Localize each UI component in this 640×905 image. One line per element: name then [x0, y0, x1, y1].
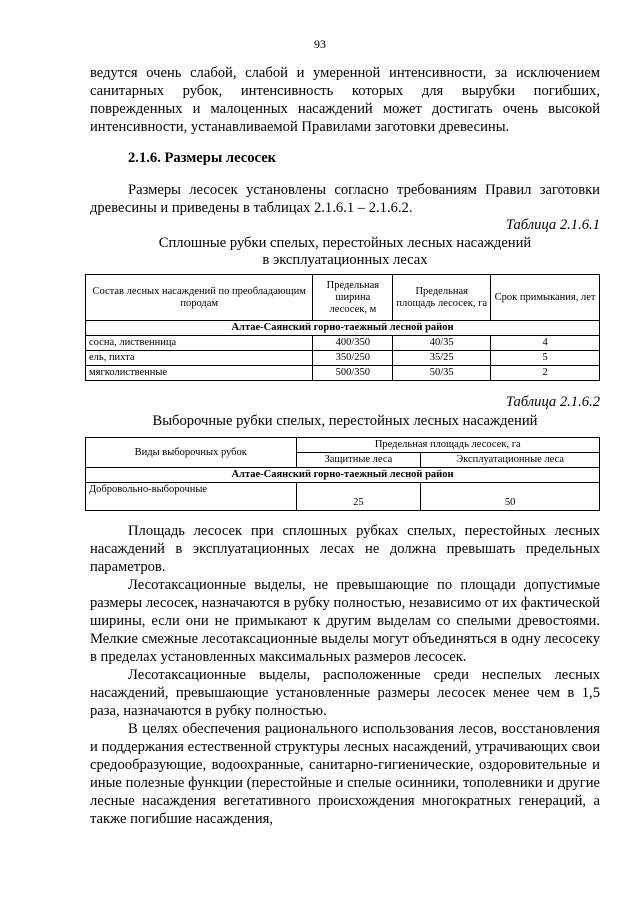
table1-title-line2: в эксплуатационных лесах — [262, 252, 428, 268]
table-row — [86, 336, 600, 351]
paragraph-sizes-intro: Размеры лесосек установлены согласно требованиям Правил заготовки древесины и приведены в таблицах 2.1.6.1 – 2.1.6.2. — [90, 182, 600, 216]
table2-caption: Таблица 2.1.6.2 — [505, 394, 600, 410]
table1-cell: 5 — [491, 351, 600, 366]
table1-cell: 500/350 — [313, 366, 393, 381]
table2-region-row — [86, 468, 600, 483]
table1-header-term: Срок примыкания, лет — [491, 275, 600, 321]
table1-cell: 2 — [491, 366, 600, 381]
paragraph-area-limit: Площадь лесосек при сплошных рубках спелых, перестойных лесных насаждений в эксплуатационных лесах не должна превышать предельных параметров. — [90, 523, 600, 575]
table2-cell: Добровольно-выборочные — [86, 483, 297, 511]
table2-cell: 25 — [296, 483, 421, 511]
section-heading: 2.1.6. Размеры лесосек — [128, 150, 277, 166]
table2-header-row — [86, 438, 600, 453]
table2-header-type: Виды выборочных рубок — [86, 438, 297, 468]
table1-title-line1: Сплошные рубки спелых, перестойных лесных насаждений — [158, 235, 532, 251]
table1-header-row — [86, 275, 600, 321]
table1-region: Алтае-Саянский горно-таежный лесной район — [86, 321, 600, 336]
table-row — [86, 351, 600, 366]
table1-header-width: Предельная ширина лесосек, м — [313, 275, 393, 321]
page-number: 93 — [314, 37, 326, 51]
table1-cell: 400/350 — [313, 336, 393, 351]
table-row — [86, 483, 600, 511]
table1-cell: 350/250 — [313, 351, 393, 366]
table1-cell: сосна, лиственница — [86, 336, 313, 351]
table1-region-row — [86, 321, 600, 336]
table2-header-area: Предельная площадь лесосек, га — [296, 438, 599, 453]
table1-header-area: Предельная площадь лесосек, га — [393, 275, 491, 321]
table1-cell: мягколиственные — [86, 366, 313, 381]
paragraph-intensity: ведутся очень слабой, слабой и умеренной интенсивности, за исключением санитарных рубок, интенсивность которых для вырубки погибших, поврежденных и малоценных насаждений может достигать очень высокой интенсивности, устанавливаемой Правилами заготовки древесины. — [90, 65, 600, 135]
table1-cell: 4 — [491, 336, 600, 351]
table2-cell: 50 — [421, 483, 600, 511]
table1-header-composition: Состав лесных насаждений по преобладающим породам — [86, 275, 313, 321]
paragraph-small-plots: Лесотаксационные выделы, не превышающие по площади допустимые размеры лесосек, назначаются в рубку полностью, независимо от их фактической ширины, если они не примыкают к другим выделам со спелыми древостоями. Мелкие смежные лесотаксационные выделы могут объединяться в одну лесосеку в пределах установленных максимальных размеров лесосек. — [90, 577, 600, 665]
paragraph-immature-plots: Лесотаксационные выделы, расположенные среди неспелых лесных насаждений, превышающие установленные размеры лесосек менее чем в 1,5 раза, назначаются в рубку полностью. — [90, 667, 600, 719]
table1-cell: 50/35 — [393, 366, 491, 381]
table2-subheader-exploitation: Эксплуатационные леса — [421, 453, 600, 468]
table1 — [85, 274, 600, 381]
table2 — [85, 437, 600, 511]
table1-cell: ель, пихта — [86, 351, 313, 366]
paragraph-rational-use: В целях обеспечения рационального использования лесов, восстановления и поддержания естественной структуры лесных насаждений, утрачивающих свои средообразующие, водоохранные, санитарно-гигиенические, оздоровительные и иные полезные функции (перестойные и спелые осинники, тополевники и другие лесные насаждения вегетативного происхождения многократных генераций, а также погибшие насаждения, — [90, 721, 600, 827]
table-row — [86, 366, 600, 381]
table2-subheader-protective: Защитные леса — [296, 453, 421, 468]
table1-cell: 35/25 — [393, 351, 491, 366]
table1-caption: Таблица 2.1.6.1 — [505, 217, 600, 233]
table1-cell: 40/35 — [393, 336, 491, 351]
table2-region: Алтае-Саянский горно-таежный лесной район — [86, 468, 600, 483]
table2-title: Выборочные рубки спелых, перестойных лесных насаждений — [152, 413, 538, 429]
